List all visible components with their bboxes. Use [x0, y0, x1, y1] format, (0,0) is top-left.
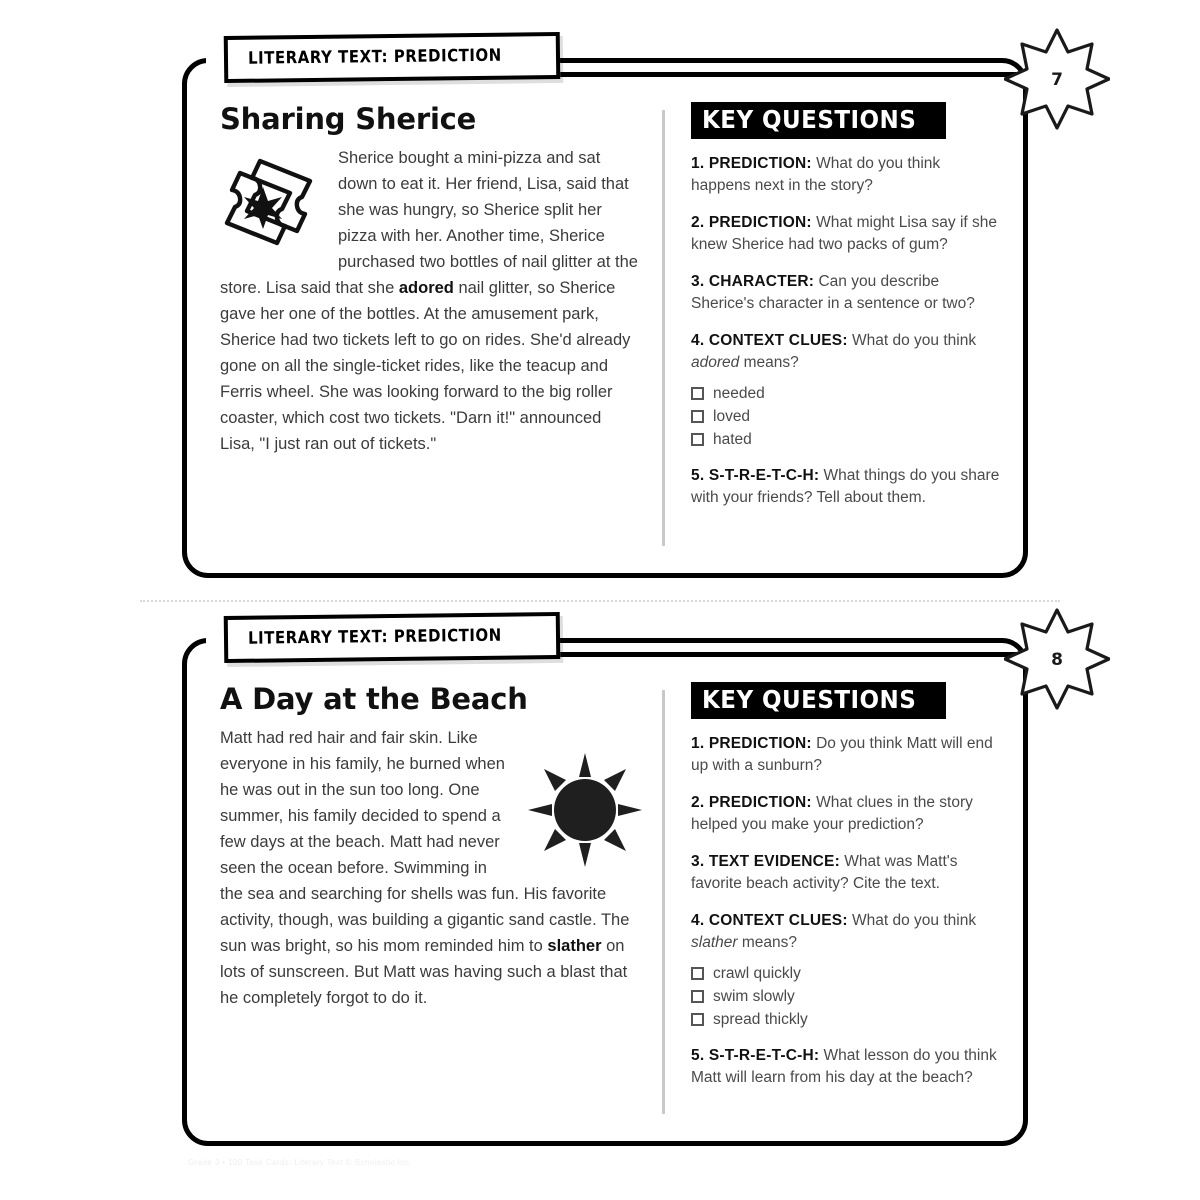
- page-number-star-badge: [1004, 26, 1110, 132]
- story-text: Matt had red hair and fair skin. Like everyone in his family, he burned when he was out in the sun too long. One summer, his family decided to spend a few days at the beach. Matt had never seen the ocean before. Swimming in the sea and searching for shells was fun. His favorite activity, though, was building a gigantic sand castle. The sun was bright, so his mom reminded him to slather on lots of sunscreen. But Matt was having such a blast that he completely forgot to do it.: [220, 729, 630, 1007]
- key-questions-banner: [691, 682, 946, 719]
- key-questions-banner-label: KEY QUESTIONS: [702, 105, 917, 134]
- question-item: 4. CONTEXT CLUES: What do you think slather means?: [691, 912, 977, 951]
- key-questions-banner-label: KEY QUESTIONS: [702, 685, 917, 714]
- checkbox[interactable]: [691, 410, 704, 423]
- answer-choice[interactable]: [691, 406, 1002, 427]
- checkbox[interactable]: [691, 990, 704, 1003]
- category-tab: [224, 32, 561, 83]
- answer-choice-label: swim slowly: [713, 988, 795, 1005]
- answer-choice-label: loved: [713, 408, 751, 425]
- checkbox[interactable]: [691, 1013, 704, 1026]
- page-number-star-badge: [1004, 606, 1110, 712]
- question-item: 5. S-T-R-E-T-C-H: What lesson do you think Matt will learn from his day at the beach?: [691, 1047, 997, 1086]
- question-item: 3. TEXT EVIDENCE: What was Matt's favorite beach activity? Cite the text.: [691, 853, 958, 892]
- question-item: 2. PREDICTION: What clues in the story helped you make your prediction?: [691, 794, 973, 833]
- story-title: Sharing Sherice: [220, 102, 477, 136]
- footer-credit: Grade 3 • 100 Task Cards: Literary Text © Scholastic Inc.: [188, 1158, 413, 1167]
- page-number: 8: [1051, 650, 1063, 670]
- question-item: 1. PREDICTION: What do you think happens next in the story?: [691, 155, 941, 194]
- story-text: Sherice bought a mini-pizza and sat down to eat it. Her friend, Lisa, said that she was hungry, so Sherice split her pizza with her. Another time, Sherice purchased two bottles of nail glitter at the store. Lisa said that she adored nail glitter, so Sherice gave her one of the bottles. At the amusement park, Sherice had two tickets left to go on rides. She'd already gone on all the single-ticket rides, like the teacup and Ferris wheel. She was looking forward to the big roller coaster, which cost two tickets. "Darn it!" announced Lisa, "I just ran out of tickets.": [220, 149, 638, 453]
- category-tab: [224, 612, 561, 663]
- answer-choice-label: hated: [713, 431, 752, 448]
- key-questions-banner: [691, 102, 946, 139]
- worksheet-card-1: [182, 45, 1063, 578]
- story-column: [220, 102, 662, 556]
- answer-choice[interactable]: [691, 963, 1002, 984]
- answer-choice[interactable]: [691, 383, 1002, 404]
- worksheet-card-2: [182, 625, 1063, 1146]
- answer-choice[interactable]: [691, 1009, 1002, 1030]
- page-number: 7: [1051, 70, 1063, 90]
- story-title: A Day at the Beach: [220, 682, 528, 716]
- question-item: 4. CONTEXT CLUES: What do you think adored means?: [691, 332, 977, 371]
- key-questions-column: [665, 682, 1002, 1124]
- question-item: 1. PREDICTION: Do you think Matt will end up with a sunburn?: [691, 735, 993, 774]
- answer-choice-label: needed: [713, 385, 765, 402]
- checkbox[interactable]: [691, 387, 704, 400]
- answer-choice[interactable]: [691, 429, 1002, 450]
- question-item: 2. PREDICTION: What might Lisa say if she knew Sherice had two packs of gum?: [691, 214, 998, 253]
- key-questions-column: [665, 102, 1002, 556]
- tickets-icon: [214, 147, 326, 251]
- answer-choice-list: [691, 963, 1002, 1030]
- question-item: 3. CHARACTER: Can you describe Sherice's character in a sentence or two?: [691, 273, 975, 312]
- answer-choice[interactable]: [691, 986, 1002, 1007]
- story-column: [220, 682, 662, 1124]
- card-body: [182, 58, 1028, 578]
- dotted-cut-line: [140, 600, 1060, 602]
- answer-choice-label: crawl quickly: [713, 965, 801, 982]
- category-tab-label: LITERARY TEXT: PREDICTION: [247, 45, 502, 69]
- question-item: 5. S-T-R-E-T-C-H: What things do you share with your friends? Tell about them.: [691, 467, 1000, 506]
- sun-icon: [526, 751, 644, 869]
- card-body: [182, 638, 1028, 1146]
- category-tab-label: LITERARY TEXT: PREDICTION: [247, 625, 502, 649]
- answer-choice-list: [691, 383, 1002, 450]
- checkbox[interactable]: [691, 967, 704, 980]
- answer-choice-label: spread thickly: [713, 1011, 808, 1028]
- checkbox[interactable]: [691, 433, 704, 446]
